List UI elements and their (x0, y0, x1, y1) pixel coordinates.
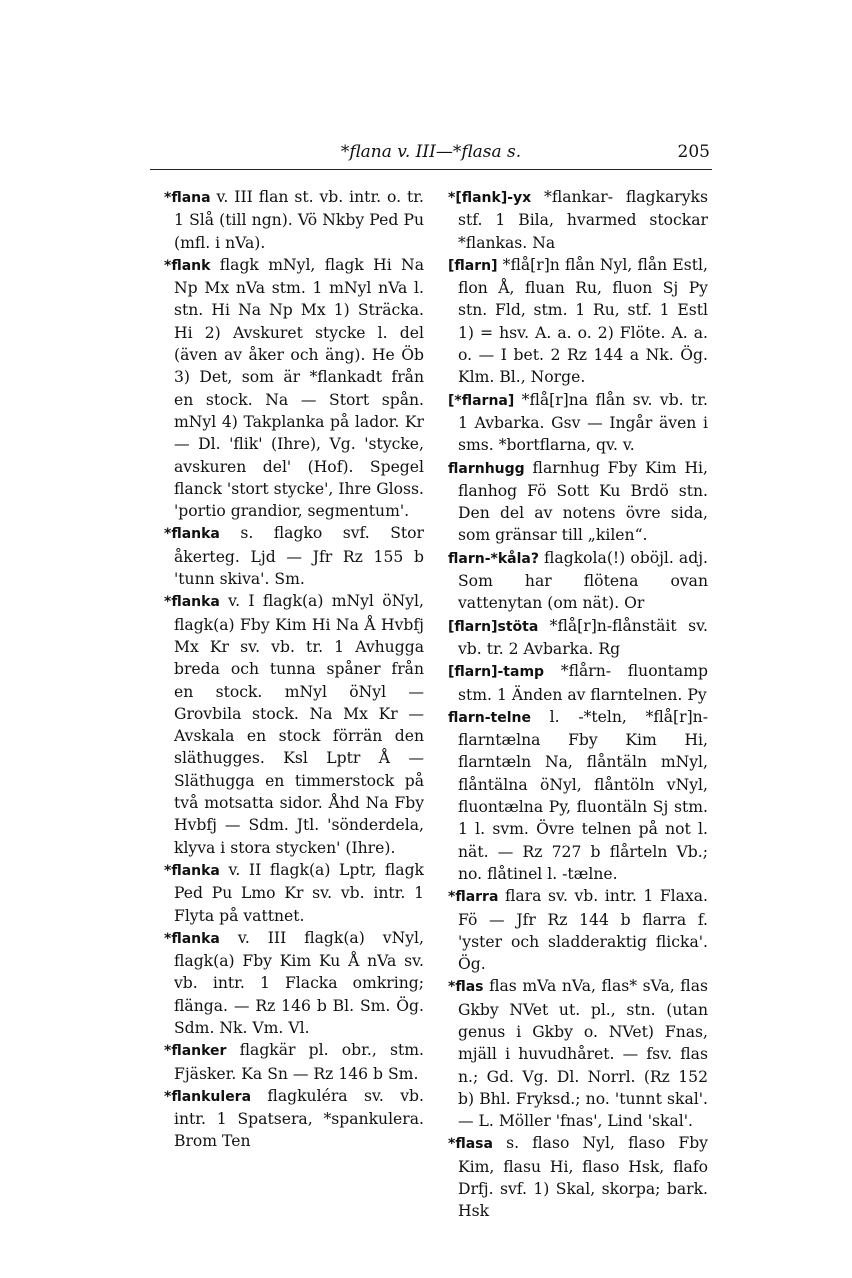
headword: *flanka (164, 862, 220, 879)
dictionary-entry (448, 706, 708, 885)
headword: [flarn]stöta (448, 618, 539, 635)
dictionary-entry (164, 927, 424, 1039)
headword: [flarn]-tamp (448, 664, 545, 681)
headword: *flank (164, 257, 211, 274)
headword: [*flarna] (448, 392, 515, 409)
headword: *flanka (164, 526, 220, 543)
dictionary-entry (164, 859, 424, 927)
entry-text: v. II flagk(a) Lptr, flagk Ped Pu Lmo Kr sv. vb. intr. 1 Flyta på vattnet. (174, 860, 424, 925)
dictionary-entry (164, 590, 424, 859)
dictionary-entry (448, 975, 708, 1132)
running-title: *flana v. III—*flasa s. (340, 142, 522, 162)
headword: *flanka (164, 930, 220, 947)
dictionary-entry (164, 254, 424, 523)
entry-text: s. flaso Nyl, flaso Fby Kim, flasu Hi, flaso Hsk, flafo Drfj. svf. 1) Skal, skorpa; bark. Hsk (458, 1134, 708, 1221)
entry-text: *flå[r]na flån sv. vb. tr. 1 Avbarka. Gsv — Ingår även i sms. *bortflarna, qv. v. (458, 390, 708, 455)
entry-text: *flankar- flagkaryks stf. 1 Bila, hvarmed stockar *flankas. Na (458, 188, 708, 252)
dictionary-entry (164, 1039, 424, 1085)
entry-text: l. -*teln, *flå[r]n-flarntælna Fby Kim Hi, flarntæln Na, flåntäln mNyl, flåntälna öNyl, flåntöln vNyl, fluontælna Py, fluontäln Sj stm. 1 l. svm. Övre telnen på not l. nät. — Rz 727 b flårteln Vb.; no. flåtinel l. -tælne. (458, 707, 708, 883)
dictionary-entry (164, 186, 424, 254)
entry-text: flagkuléra sv. vb. intr. 1 Spatsera, *spankulera. Brom Ten (174, 1086, 424, 1151)
dictionary-entry (164, 1085, 424, 1153)
headword: flarn-telne (448, 709, 531, 726)
entry-text: flarnhug Fby Kim Hi, flanhog Fö Sott Ku Brdö stn. Den del av notens övre sida, som gränsar till „kilen“. (458, 458, 708, 545)
headword: flarnhugg (448, 460, 525, 477)
entry-text: flagkola(!) oböjl. adj. Som har flötena ovan vattenytan (om nät). Or (458, 548, 708, 613)
entry-text: v. I flagk(a) mNyl öNyl, flagk(a) Fby Kim Hi Na Å Hvbfj Mx Kr sv. vb. tr. 1 Avhugga breda och tunna spåner från en stock. mNyl öNyl — Grovbila stock. Na Mx Kr — Avskala en stock förrän den släthugges. Ksl Lptr Å — Släthugga en timmerstock på två motsatta sidor. Åhd Na Fby Hvbfj — Sdm. Jtl. 'sönderdela, klyva i stora stycken' (Ihre). (174, 592, 424, 857)
headword: *flasa (448, 1136, 493, 1153)
entry-text: *flårn- fluontamp stm. 1 Änden av flarntelnen. Py (458, 662, 708, 704)
headword: *flarra (448, 889, 499, 906)
headword: *flas (448, 979, 484, 996)
headword: flarn-*kåla? (448, 550, 539, 567)
dictionary-entry (448, 389, 708, 457)
dictionary-entry (448, 1132, 708, 1222)
entry-text: flagkär pl. obr., stm. Fjäsker. Ka Sn — Rz 146 b Sm. (174, 1041, 424, 1083)
running-header (150, 140, 712, 168)
right-column (448, 186, 708, 1223)
headword: *flankulera (164, 1088, 252, 1105)
entry-text: flagk mNyl, flagk Hi Na Np Mx nVa stm. 1 mNyl nVa l. stn. Hi Na Np Mx 1) Sträcka. Hi 2) Avskuret stycke l. del (även av åker och äng). He Öb 3) Det, som är *flankadt från en stock. Na — Stort spån. mNyl 4) Takplanka på lador. Kr — Dl. 'flik' (Ihre), Vg. 'stycke, avskuren del' (Hof). Spegel flanck 'stort stycke', Ihre Gloss. 'portio grandior, segmentum'. (174, 255, 424, 521)
headword: *flana (164, 190, 211, 206)
header-rule (150, 169, 712, 170)
dictionary-entry (448, 615, 708, 661)
entry-text: *flå[r]n flån Nyl, flån Estl, flon Å, fluan Ru, fluon Sj Py stn. Fld, stm. 1 Ru, stf. 1 Estl 1) = hsv. A. a. o. 2) Flöte. A. a. o. — I bet. 2 Rz 144 a Nk. Ög. Klm. Bl., Norge. (458, 255, 708, 387)
dictionary-entry (448, 547, 708, 615)
entry-text: s. flagko svf. Stor åkerteg. Ljd — Jfr Rz 155 b 'tunn skiva'. Sm. (174, 524, 424, 589)
dictionary-entry (448, 186, 708, 254)
entry-text: *flå[r]n-flånstäit sv. vb. tr. 2 Avbarka. Rg (458, 616, 708, 658)
entry-text: flas mVa nVa, flas* sVa, flas Gkby NVet ut. pl., stn. (utan genus i Gkby o. NVet) Fnas, mjäll i huvudhåret. — fsv. flas n.; Gd. Vg. Dl. Norrl. (Rz 152 b) Bhl. Fryksd.; no. 'tunnt skal'. — L. Möller 'fnas', Lind 'skal'. (458, 977, 708, 1131)
entry-text: v. III flagk(a) vNyl, flagk(a) Fby Kim Ku Å nVa sv. vb. intr. 1 Flacka omkring; flänga. — Rz 146 b Bl. Sm. Ög. Sdm. Nk. Vm. Vl. (174, 928, 424, 1037)
headword: *flanka (164, 594, 220, 611)
dictionary-entry (448, 254, 708, 389)
dictionary-entry (448, 457, 708, 547)
entry-text: v. III flan st. vb. intr. o. tr. 1 Slå (till ngn). Vö Nkby Ped Pu (mfl. i nVa). (174, 188, 424, 252)
headword: *[flank]-yx (448, 190, 532, 206)
dictionary-entry (448, 660, 708, 706)
headword: [flarn] (448, 257, 498, 274)
headword: *flanker (164, 1043, 227, 1060)
page-number: 205 (677, 142, 710, 162)
entry-text: flara sv. vb. intr. 1 Flaxa. Fö — Jfr Rz 144 b flarra f. 'yster och sladderaktig flicka'. Ög. (458, 887, 708, 974)
dictionary-entry (164, 522, 424, 590)
dictionary-entry (448, 885, 708, 975)
left-column (164, 186, 424, 1153)
